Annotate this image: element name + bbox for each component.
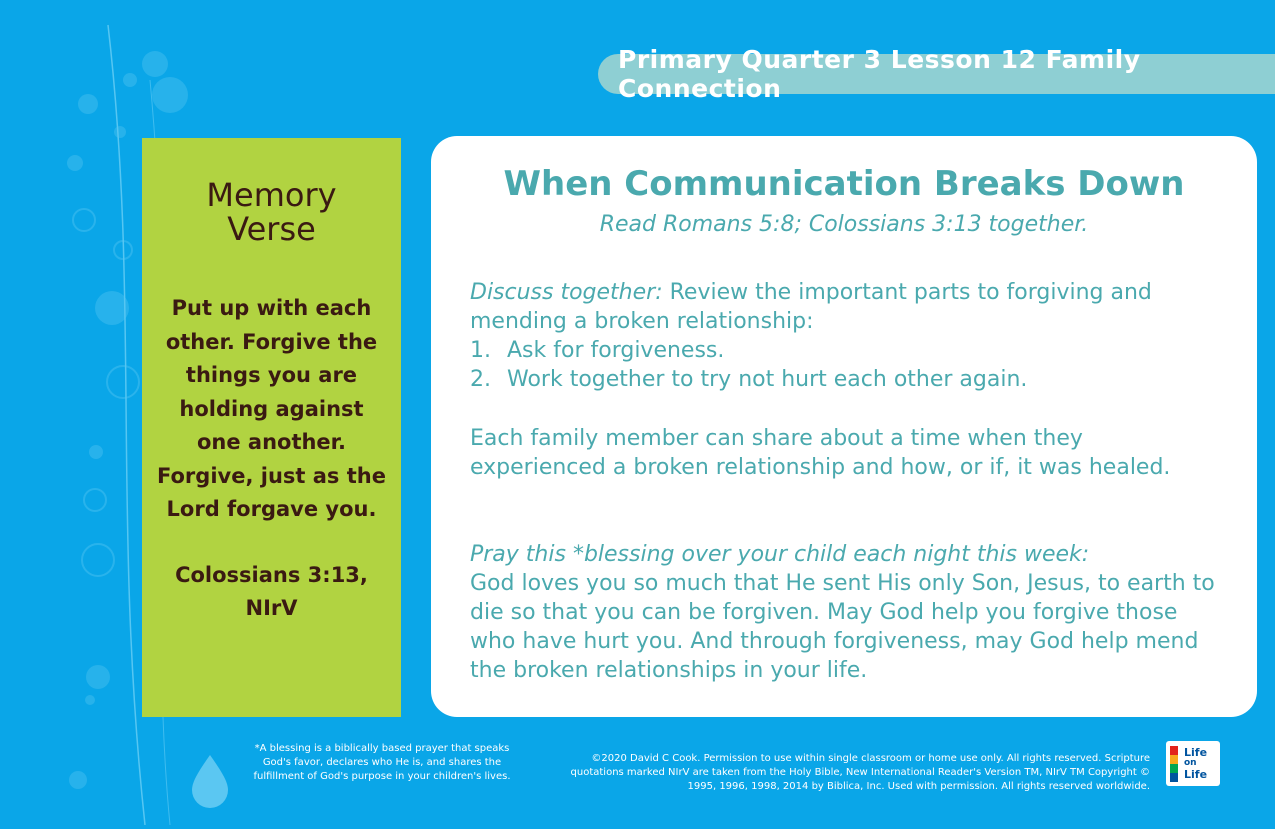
discuss-paragraph <box>470 278 1223 336</box>
logo-line1: Life <box>1184 746 1208 759</box>
list-item <box>470 365 1223 394</box>
share-paragraph: Each family member can share about a time when they experienced a broken relationship and how, or if, it was healed. <box>470 426 1171 480</box>
memory-verse-reference: Colossians 3:13, NIrV <box>175 562 368 620</box>
step-number: 1. <box>470 338 491 363</box>
discuss-text: Review the important parts to forgiving and mending a broken relationship: <box>470 280 1152 334</box>
steps-list <box>470 336 1223 394</box>
lesson-header-title: Primary Quarter 3 Lesson 12 Family Connection <box>618 45 1141 103</box>
memory-verse-title-line1: Memory <box>206 176 337 214</box>
step-text: Ask for forgiveness. <box>507 338 725 363</box>
pray-label-text: Pray this *blessing over your child each night this week: <box>470 542 1090 567</box>
list-item <box>470 336 1223 365</box>
blessing-footnote: *A blessing is a biblically based prayer that speaks God's favor, declares who He is, and shares the fulfillment of God's purpose in your children's lives. <box>253 743 511 782</box>
pray-label <box>470 540 1223 569</box>
logo-line2: on <box>1184 758 1197 768</box>
discuss-label: Discuss together: <box>470 280 663 305</box>
step-number: 2. <box>470 367 491 392</box>
lesson-header <box>598 45 1275 103</box>
logo-line3: Life <box>1184 768 1208 781</box>
memory-verse-title <box>142 178 401 246</box>
life-on-life-logo <box>1166 741 1220 786</box>
lesson-card <box>431 136 1257 717</box>
copyright-notice: ©2020 David C Cook. Permission to use within single classroom or home use only. All rights reserved. Scripture quotations marked NIrV are taken from the Holy Bible, New International Reader's Version TM, NIrV TM Copyright © 1995, 1996, 1998, 2014 by Biblica, Inc. Used with permission. All rights reserved worldwide. <box>570 753 1150 792</box>
lesson-title: When Communication Breaks Down <box>503 164 1185 204</box>
memory-verse-panel <box>142 138 401 717</box>
logo-stripes-icon <box>1170 746 1178 782</box>
lesson-subtitle: Read Romans 5:8; Colossians 3:13 together. <box>599 212 1089 237</box>
blessing-text: God loves you so much that He sent His only Son, Jesus, to earth to die so that you can be forgiven. May God help you forgive those who have hurt you. And through forgiveness, may God help mend the broken relationships in your life. <box>470 571 1215 683</box>
step-text: Work together to try not hurt each other again. <box>507 367 1028 392</box>
memory-verse-text: Put up with each other. Forgive the things you are holding against one another. Forgive, just as the Lord forgave you. <box>157 296 386 521</box>
logo-text <box>1184 747 1207 780</box>
memory-verse-title-line2: Verse <box>227 210 316 248</box>
lesson-body <box>470 278 1223 685</box>
